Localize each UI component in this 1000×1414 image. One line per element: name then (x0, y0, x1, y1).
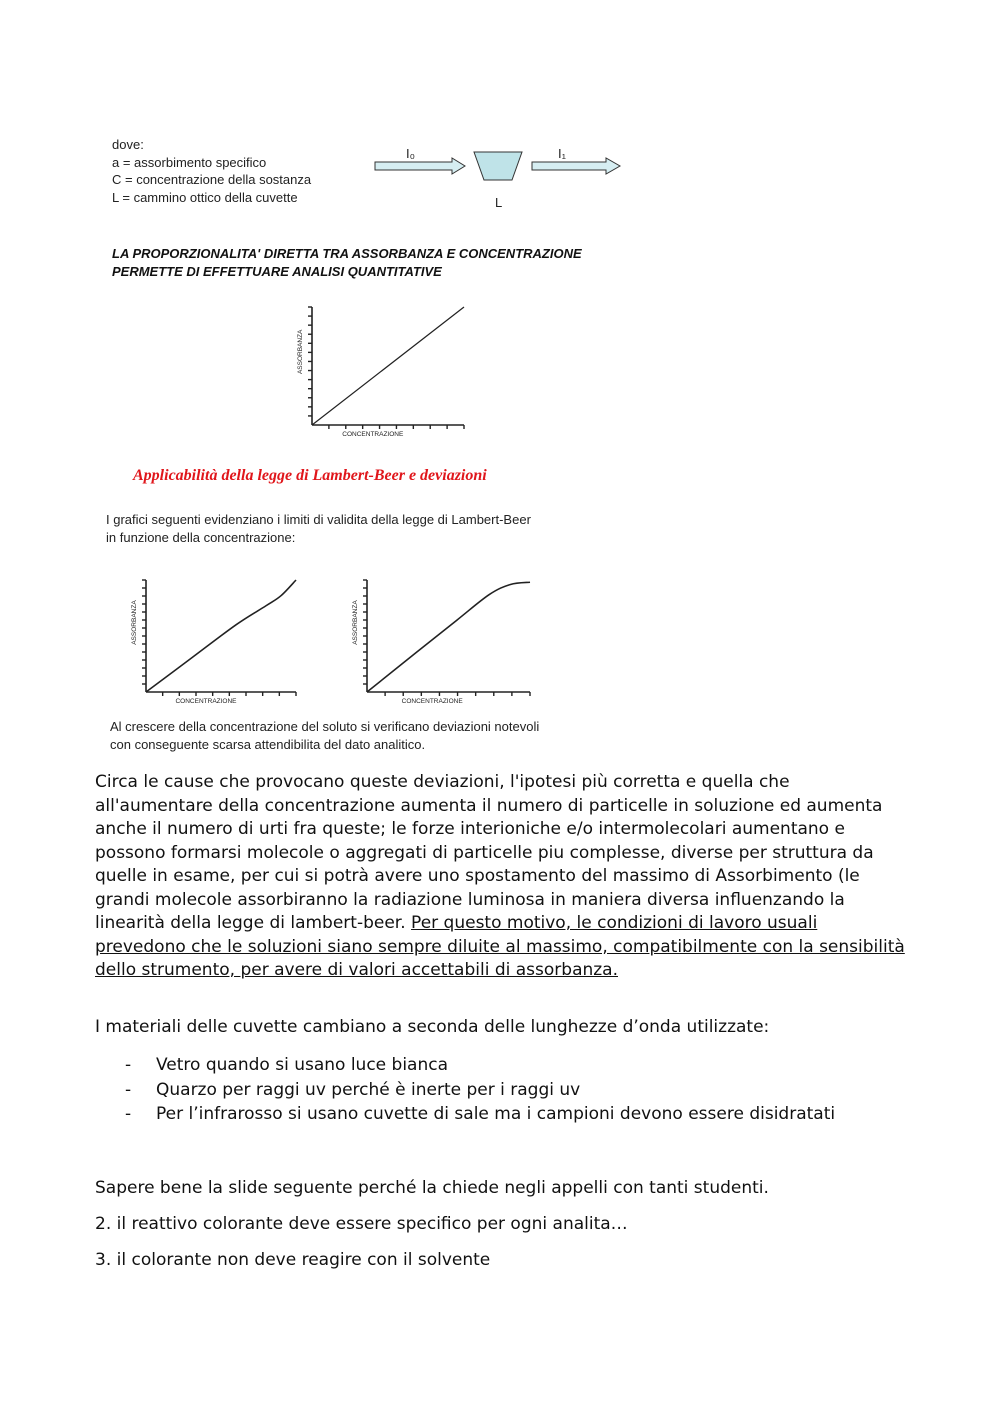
x-axis (312, 425, 464, 429)
slide-note: Sapere bene la slide seguente perché la chiede negli appelli con tanti studenti. (95, 1178, 769, 1198)
transmitted-light-arrow (532, 158, 620, 174)
deviation-intro-line2: in funzione della concentrazione: (106, 529, 296, 545)
deviation-caption (110, 718, 580, 753)
point-2: 2. il reattivo colorante deve essere specifico per ogni analita… (95, 1214, 628, 1234)
proportionality-heading-line2: PERMETTE DI EFFETTUARE ANALISI QUANTITATIVE (112, 264, 442, 279)
deviation-intro (106, 511, 576, 546)
dash-bullet: - (125, 1055, 132, 1075)
proportionality-heading-line1: LA PROPORZIONALITA' DIRETTA TRA ASSORBANZA E CONCENTRAZIONE (112, 246, 582, 261)
dash-bullet: - (125, 1079, 132, 1100)
dash-bullet: - (125, 1104, 132, 1124)
definition-l: L = cammino ottico della cuvette (112, 189, 298, 205)
x-axis (367, 692, 530, 696)
definition-c: C = concentrazione della sostanza (112, 172, 312, 187)
deviation-caption-line1: Al crescere della concentrazione del soluto si verificano deviazioni notevoli (110, 719, 540, 734)
proportionality-heading (112, 245, 672, 281)
series-line (312, 307, 464, 425)
y-axis-label: ASSORBANZA (297, 329, 304, 375)
cuvette-shape (474, 152, 522, 180)
incident-light-arrow (375, 158, 465, 174)
list-item (95, 1053, 925, 1078)
list-item-text: Per l’infrarosso si usano cuvette di sale ma i campioni devono essere disidratati (156, 1104, 836, 1124)
list-item (95, 1102, 925, 1127)
series-line (146, 580, 296, 692)
definitions-intro: dove: (112, 137, 144, 152)
y-axis (308, 307, 312, 425)
y-axis-label: ASSORBANZA (131, 600, 138, 645)
materials-list (95, 1053, 925, 1127)
definition-a: a = assorbimento specifico (112, 154, 267, 170)
point-3: 3. il colorante non deve reagire con il solvente (95, 1250, 491, 1270)
x-axis-label: CONCENTRAZIONE (175, 698, 237, 705)
transmitted-label: I₁ (558, 146, 566, 161)
incident-label: I₀ (406, 146, 416, 161)
list-item (95, 1078, 925, 1103)
y-axis (142, 580, 146, 692)
materials-intro: I materiali delle cuvette cambiano a seconda delle lunghezze d’onda utilizzate: (95, 1017, 770, 1037)
paragraph-underlined-text: Per questo motivo, le condizioni di lavoro usuali prevedono che le soluzioni siano sempre diluite al massimo, compatibilmente con la sensibilità dello strumento, per avere di valori accettabili di assorbanza. (95, 913, 905, 980)
deviation-caption-line2: con conseguente scarsa attendibilita del dato analitico. (110, 736, 426, 752)
positive-deviation-chart (125, 575, 315, 710)
y-axis (363, 580, 367, 692)
linear-absorbance-chart (290, 300, 480, 440)
path-length-label: L (495, 195, 503, 210)
paragraph-plain-text: Circa le cause che provocano queste deviazioni, l'ipotesi più corretta e quella che all'aumentare della concentrazione aumenta il numero di particelle in soluzione ed aumenta anche il numero di urti fra queste; le forze interioniche e/o intermolecolari aumentano e possono formarsi molecole o aggregati di particelle piu complesse, diverse per struttura da quelle in esame, per cui si potrà avere uno spostamento del massimo di Assorbimento (le grandi molecole assorbiranno la radiazione luminosa in maniera diversa influenzando la linearità della legge di lambert-beer. (95, 772, 883, 933)
x-axis (146, 692, 296, 696)
series-line (367, 582, 530, 692)
y-axis-label: ASSORBANZA (352, 600, 359, 645)
list-item-text: Quarzo per raggi uv perché è inerte per i raggi uv (156, 1079, 581, 1100)
negative-deviation-chart (345, 575, 545, 710)
lambert-beer-title: Applicabilità della legge di Lambert-Beer e deviazioni (133, 467, 487, 484)
definitions-block (112, 136, 352, 206)
cuvette-diagram (370, 140, 630, 215)
deviation-intro-line1: I grafici seguenti evidenziano i limiti di validita della legge di Lambert-Beer (106, 512, 531, 527)
deviation-causes-paragraph (95, 771, 907, 983)
x-axis-label: CONCENTRAZIONE (342, 431, 404, 438)
x-axis-label: CONCENTRAZIONE (401, 698, 463, 705)
list-item-text: Vetro quando si usano luce bianca (156, 1055, 448, 1075)
